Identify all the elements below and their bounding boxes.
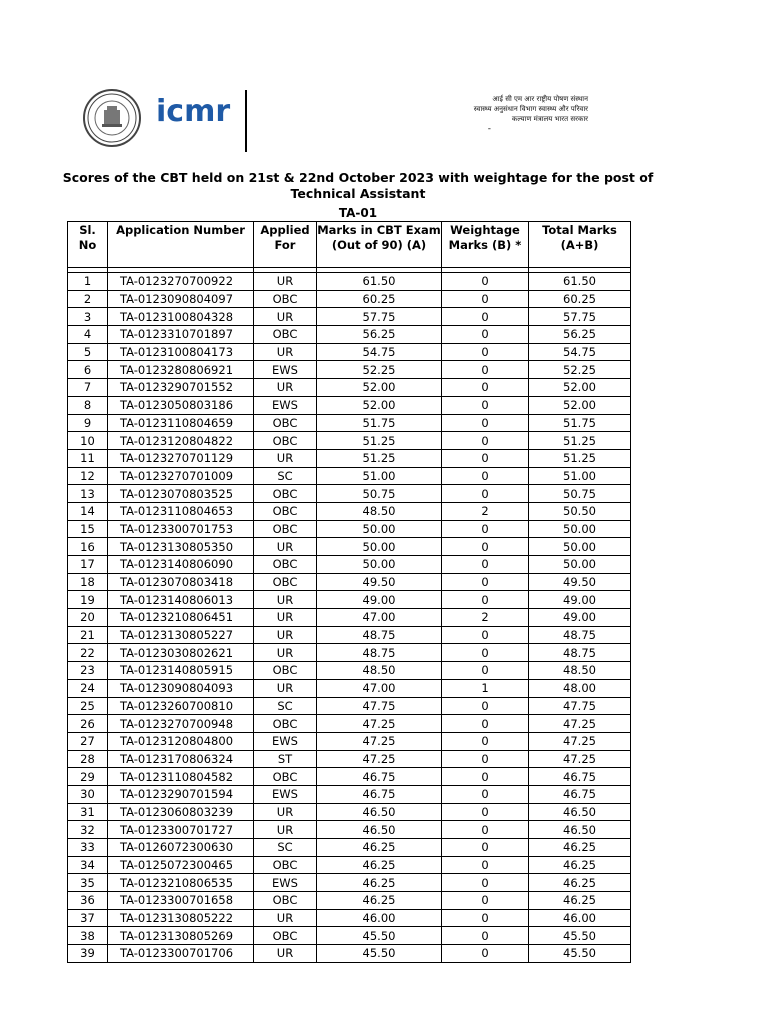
cell-applied-for: OBC: [254, 856, 317, 874]
cell-cbt-marks: 47.00: [317, 679, 442, 697]
cell-applied-for: UR: [254, 449, 317, 467]
cell-weightage: 0: [442, 874, 529, 892]
cell-sl-no: 28: [68, 750, 108, 768]
cell-weightage: 0: [442, 379, 529, 397]
cell-total-marks: 48.00: [529, 679, 631, 697]
cell-application-number: TA-0123210806535: [108, 874, 254, 892]
cell-sl-no: 39: [68, 945, 108, 963]
cell-sl-no: 17: [68, 556, 108, 574]
cell-weightage: 0: [442, 697, 529, 715]
cell-sl-no: 3: [68, 308, 108, 326]
cell-application-number: TA-0123070803418: [108, 573, 254, 591]
table-row: [68, 485, 631, 503]
cell-weightage: 0: [442, 909, 529, 927]
cell-sl-no: 6: [68, 361, 108, 379]
cell-cbt-marks: 50.75: [317, 485, 442, 503]
table-row: [68, 626, 631, 644]
table-row: [68, 768, 631, 786]
cell-applied-for: OBC: [254, 290, 317, 308]
cell-total-marks: 56.25: [529, 326, 631, 344]
cell-weightage: 1: [442, 679, 529, 697]
table-row: [68, 520, 631, 538]
table-row: [68, 697, 631, 715]
table-row: [68, 449, 631, 467]
cell-application-number: TA-0123130805269: [108, 927, 254, 945]
cell-application-number: TA-0123270700948: [108, 715, 254, 733]
cell-total-marks: 50.75: [529, 485, 631, 503]
cell-applied-for: OBC: [254, 414, 317, 432]
cell-applied-for: UR: [254, 945, 317, 963]
cell-cbt-marks: 54.75: [317, 343, 442, 361]
table-row: [68, 308, 631, 326]
cell-application-number: TA-0123300701727: [108, 821, 254, 839]
table-row: [68, 591, 631, 609]
cell-weightage: 0: [442, 556, 529, 574]
cell-applied-for: EWS: [254, 732, 317, 750]
header-application-number: Application Number: [108, 222, 254, 268]
cell-application-number: TA-0123290701552: [108, 379, 254, 397]
cell-applied-for: UR: [254, 909, 317, 927]
cell-cbt-marks: 45.50: [317, 927, 442, 945]
cell-cbt-marks: 46.75: [317, 785, 442, 803]
table-row: [68, 785, 631, 803]
cell-cbt-marks: 48.75: [317, 626, 442, 644]
header-dash: -: [487, 124, 491, 134]
cell-weightage: 0: [442, 573, 529, 591]
table-row: [68, 502, 631, 520]
cell-application-number: TA-0123270700922: [108, 273, 254, 291]
cell-application-number: TA-0123090804093: [108, 679, 254, 697]
cell-application-number: TA-0123270701129: [108, 449, 254, 467]
table-row: [68, 273, 631, 291]
cell-application-number: TA-0123100804328: [108, 308, 254, 326]
cell-sl-no: 33: [68, 839, 108, 857]
table-row: [68, 750, 631, 768]
cell-applied-for: OBC: [254, 927, 317, 945]
cell-applied-for: UR: [254, 308, 317, 326]
cell-applied-for: EWS: [254, 785, 317, 803]
cell-weightage: 0: [442, 803, 529, 821]
header-cbt-marks: Marks in CBT Exam (Out of 90) (A): [317, 222, 442, 268]
table-row: [68, 343, 631, 361]
cell-sl-no: 10: [68, 432, 108, 450]
cell-weightage: 0: [442, 927, 529, 945]
cell-cbt-marks: 46.25: [317, 856, 442, 874]
cell-application-number: TA-0123050803186: [108, 396, 254, 414]
header-total-marks: Total Marks (A+B): [529, 222, 631, 268]
cell-sl-no: 13: [68, 485, 108, 503]
cell-applied-for: UR: [254, 803, 317, 821]
table-row: [68, 396, 631, 414]
cell-weightage: 0: [442, 485, 529, 503]
cell-sl-no: 11: [68, 449, 108, 467]
cell-sl-no: 22: [68, 644, 108, 662]
cell-sl-no: 38: [68, 927, 108, 945]
cell-total-marks: 49.00: [529, 591, 631, 609]
table-body: [68, 273, 631, 963]
cell-applied-for: SC: [254, 697, 317, 715]
cell-cbt-marks: 46.75: [317, 768, 442, 786]
cell-total-marks: 51.00: [529, 467, 631, 485]
cell-application-number: TA-0123300701753: [108, 520, 254, 538]
cell-cbt-marks: 46.25: [317, 874, 442, 892]
cell-sl-no: 23: [68, 662, 108, 680]
cell-cbt-marks: 51.75: [317, 414, 442, 432]
cell-applied-for: UR: [254, 379, 317, 397]
cell-cbt-marks: 47.00: [317, 609, 442, 627]
cell-applied-for: UR: [254, 626, 317, 644]
cell-applied-for: OBC: [254, 520, 317, 538]
cell-weightage: 2: [442, 502, 529, 520]
cell-cbt-marks: 47.75: [317, 697, 442, 715]
cell-weightage: 0: [442, 821, 529, 839]
cell-cbt-marks: 52.00: [317, 396, 442, 414]
table-row: [68, 538, 631, 556]
cell-total-marks: 60.25: [529, 290, 631, 308]
cell-application-number: TA-0123070803525: [108, 485, 254, 503]
cell-total-marks: 49.50: [529, 573, 631, 591]
table-row: [68, 732, 631, 750]
cell-cbt-marks: 49.00: [317, 591, 442, 609]
table-row: [68, 715, 631, 733]
cell-weightage: 0: [442, 414, 529, 432]
cell-sl-no: 19: [68, 591, 108, 609]
cell-weightage: 0: [442, 449, 529, 467]
cell-application-number: TA-0123140805915: [108, 662, 254, 680]
table-row: [68, 909, 631, 927]
hindi-line-1: आई सी एम आर राष्ट्रीय पोषण संस्थान: [492, 95, 588, 103]
cell-total-marks: 50.00: [529, 520, 631, 538]
cell-applied-for: OBC: [254, 556, 317, 574]
page-title: Scores of the CBT held on 21st & 22nd October 2023 with weightage for the post of Technical Assistant: [62, 170, 654, 201]
cell-cbt-marks: 51.25: [317, 449, 442, 467]
cell-total-marks: 46.50: [529, 803, 631, 821]
cell-sl-no: 25: [68, 697, 108, 715]
table-row: [68, 414, 631, 432]
cell-cbt-marks: 49.50: [317, 573, 442, 591]
cell-sl-no: 2: [68, 290, 108, 308]
cell-weightage: 0: [442, 467, 529, 485]
cell-total-marks: 54.75: [529, 343, 631, 361]
cell-cbt-marks: 51.25: [317, 432, 442, 450]
cell-sl-no: 29: [68, 768, 108, 786]
government-seal-icon: [82, 88, 142, 148]
cell-total-marks: 48.75: [529, 644, 631, 662]
cell-sl-no: 5: [68, 343, 108, 361]
cell-cbt-marks: 57.75: [317, 308, 442, 326]
cell-weightage: 0: [442, 538, 529, 556]
cell-weightage: 0: [442, 343, 529, 361]
cell-applied-for: OBC: [254, 432, 317, 450]
cell-applied-for: EWS: [254, 361, 317, 379]
cell-cbt-marks: 60.25: [317, 290, 442, 308]
table-row: [68, 679, 631, 697]
cell-weightage: 0: [442, 945, 529, 963]
cell-sl-no: 21: [68, 626, 108, 644]
cell-weightage: 0: [442, 396, 529, 414]
cell-application-number: TA-0123130805222: [108, 909, 254, 927]
cell-total-marks: 48.50: [529, 662, 631, 680]
cell-sl-no: 8: [68, 396, 108, 414]
cell-applied-for: SC: [254, 467, 317, 485]
cell-applied-for: OBC: [254, 502, 317, 520]
cell-applied-for: UR: [254, 343, 317, 361]
table-header-row: [68, 222, 631, 268]
cell-applied-for: OBC: [254, 768, 317, 786]
header-applied-for: Applied For: [254, 222, 317, 268]
cell-weightage: 0: [442, 591, 529, 609]
cell-applied-for: EWS: [254, 874, 317, 892]
cell-application-number: TA-0123060803239: [108, 803, 254, 821]
cell-cbt-marks: 47.25: [317, 732, 442, 750]
cell-sl-no: 16: [68, 538, 108, 556]
cell-weightage: 0: [442, 520, 529, 538]
table-row: [68, 432, 631, 450]
cell-application-number: TA-0123290701594: [108, 785, 254, 803]
cell-application-number: TA-0123260700810: [108, 697, 254, 715]
cell-weightage: 0: [442, 715, 529, 733]
table-row: [68, 945, 631, 963]
table-row: [68, 467, 631, 485]
cell-applied-for: OBC: [254, 892, 317, 910]
cell-applied-for: UR: [254, 538, 317, 556]
cell-applied-for: UR: [254, 273, 317, 291]
cell-sl-no: 34: [68, 856, 108, 874]
cell-weightage: 0: [442, 326, 529, 344]
cell-weightage: 0: [442, 626, 529, 644]
cell-total-marks: 51.25: [529, 449, 631, 467]
icmr-logo: icmr: [156, 94, 231, 129]
cell-application-number: TA-0123140806013: [108, 591, 254, 609]
table-row: [68, 662, 631, 680]
cell-application-number: TA-0123100804173: [108, 343, 254, 361]
header-sl-no: Sl. No: [68, 222, 108, 268]
cell-application-number: TA-0123140806090: [108, 556, 254, 574]
cell-sl-no: 37: [68, 909, 108, 927]
cell-weightage: 0: [442, 432, 529, 450]
cell-total-marks: 50.00: [529, 538, 631, 556]
cell-cbt-marks: 50.00: [317, 520, 442, 538]
cell-total-marks: 51.75: [529, 414, 631, 432]
cell-application-number: TA-0123300701658: [108, 892, 254, 910]
cell-total-marks: 47.75: [529, 697, 631, 715]
cell-applied-for: EWS: [254, 396, 317, 414]
document-header: [0, 0, 768, 160]
cell-weightage: 0: [442, 662, 529, 680]
cell-applied-for: OBC: [254, 715, 317, 733]
cell-applied-for: OBC: [254, 485, 317, 503]
cell-weightage: 0: [442, 839, 529, 857]
table-row: [68, 361, 631, 379]
cell-cbt-marks: 46.50: [317, 821, 442, 839]
cell-application-number: TA-0123130805227: [108, 626, 254, 644]
cell-cbt-marks: 45.50: [317, 945, 442, 963]
cell-total-marks: 57.75: [529, 308, 631, 326]
cell-applied-for: SC: [254, 839, 317, 857]
cell-weightage: 0: [442, 856, 529, 874]
cell-total-marks: 51.25: [529, 432, 631, 450]
cell-total-marks: 61.50: [529, 273, 631, 291]
cell-sl-no: 36: [68, 892, 108, 910]
cell-applied-for: UR: [254, 821, 317, 839]
cell-sl-no: 30: [68, 785, 108, 803]
cell-application-number: TA-0123120804800: [108, 732, 254, 750]
cell-cbt-marks: 51.00: [317, 467, 442, 485]
cell-cbt-marks: 50.00: [317, 538, 442, 556]
cell-application-number: TA-0123210806451: [108, 609, 254, 627]
table-row: [68, 856, 631, 874]
cell-total-marks: 52.00: [529, 379, 631, 397]
cell-application-number: TA-0123270701009: [108, 467, 254, 485]
cell-sl-no: 20: [68, 609, 108, 627]
cell-cbt-marks: 52.00: [317, 379, 442, 397]
cell-application-number: TA-0123110804653: [108, 502, 254, 520]
cell-total-marks: 46.25: [529, 856, 631, 874]
cell-applied-for: OBC: [254, 326, 317, 344]
cell-sl-no: 32: [68, 821, 108, 839]
cell-total-marks: 46.75: [529, 785, 631, 803]
cell-sl-no: 9: [68, 414, 108, 432]
cell-cbt-marks: 48.75: [317, 644, 442, 662]
cell-sl-no: 1: [68, 273, 108, 291]
cell-application-number: TA-0123090804097: [108, 290, 254, 308]
cell-cbt-marks: 50.00: [317, 556, 442, 574]
header-weightage: Weightage Marks (B) *: [442, 222, 529, 268]
hindi-line-2: स्वास्थ्य अनुसंधान विभाग स्वास्थ्य और परिवार: [473, 105, 588, 113]
cell-weightage: 0: [442, 785, 529, 803]
cell-total-marks: 46.50: [529, 821, 631, 839]
cell-weightage: 0: [442, 732, 529, 750]
cell-total-marks: 46.25: [529, 874, 631, 892]
cell-sl-no: 18: [68, 573, 108, 591]
table-row: [68, 927, 631, 945]
cell-cbt-marks: 46.25: [317, 892, 442, 910]
cell-applied-for: UR: [254, 644, 317, 662]
cell-application-number: TA-0123310701897: [108, 326, 254, 344]
cell-application-number: TA-0123280806921: [108, 361, 254, 379]
cell-sl-no: 4: [68, 326, 108, 344]
cell-cbt-marks: 47.25: [317, 750, 442, 768]
cell-weightage: 0: [442, 892, 529, 910]
cell-total-marks: 46.25: [529, 839, 631, 857]
cell-application-number: TA-0123170806324: [108, 750, 254, 768]
cell-cbt-marks: 56.25: [317, 326, 442, 344]
cell-application-number: TA-0123030802621: [108, 644, 254, 662]
cell-total-marks: 46.25: [529, 892, 631, 910]
cell-total-marks: 45.50: [529, 927, 631, 945]
table-row: [68, 379, 631, 397]
cell-sl-no: 12: [68, 467, 108, 485]
cell-weightage: 0: [442, 768, 529, 786]
cell-sl-no: 24: [68, 679, 108, 697]
cell-total-marks: 52.25: [529, 361, 631, 379]
cell-applied-for: ST: [254, 750, 317, 768]
cell-total-marks: 52.00: [529, 396, 631, 414]
cell-sl-no: 35: [68, 874, 108, 892]
cell-total-marks: 49.00: [529, 609, 631, 627]
cell-application-number: TA-0123110804659: [108, 414, 254, 432]
cell-total-marks: 47.25: [529, 750, 631, 768]
hindi-line-3: कल्याण मंत्रालय भारत सरकार: [511, 115, 588, 123]
cell-applied-for: UR: [254, 679, 317, 697]
cell-applied-for: OBC: [254, 573, 317, 591]
table-row: [68, 839, 631, 857]
cell-application-number: TA-0126072300630: [108, 839, 254, 857]
table-row: [68, 573, 631, 591]
cell-total-marks: 50.00: [529, 556, 631, 574]
cell-total-marks: 48.75: [529, 626, 631, 644]
table-row: [68, 290, 631, 308]
table-row: [68, 892, 631, 910]
header-divider: [245, 90, 247, 152]
cell-sl-no: 14: [68, 502, 108, 520]
cell-weightage: 0: [442, 361, 529, 379]
cell-total-marks: 47.25: [529, 732, 631, 750]
cell-cbt-marks: 46.25: [317, 839, 442, 857]
cell-application-number: TA-0123120804822: [108, 432, 254, 450]
cell-cbt-marks: 61.50: [317, 273, 442, 291]
cell-application-number: TA-0123300701706: [108, 945, 254, 963]
cell-application-number: TA-0123130805350: [108, 538, 254, 556]
cell-applied-for: UR: [254, 591, 317, 609]
cell-sl-no: 7: [68, 379, 108, 397]
cell-weightage: 0: [442, 644, 529, 662]
cell-sl-no: 31: [68, 803, 108, 821]
cell-weightage: 0: [442, 750, 529, 768]
cell-total-marks: 50.50: [529, 502, 631, 520]
cell-weightage: 0: [442, 273, 529, 291]
cell-sl-no: 26: [68, 715, 108, 733]
cell-cbt-marks: 48.50: [317, 502, 442, 520]
cell-cbt-marks: 48.50: [317, 662, 442, 680]
cell-weightage: 0: [442, 290, 529, 308]
page-subtitle: TA-01: [338, 206, 378, 220]
cell-sl-no: 27: [68, 732, 108, 750]
cell-total-marks: 45.50: [529, 945, 631, 963]
table-row: [68, 609, 631, 627]
cell-cbt-marks: 46.50: [317, 803, 442, 821]
cell-application-number: TA-0125072300465: [108, 856, 254, 874]
table-row: [68, 556, 631, 574]
cell-cbt-marks: 46.00: [317, 909, 442, 927]
cell-cbt-marks: 47.25: [317, 715, 442, 733]
cell-weightage: 0: [442, 308, 529, 326]
cell-applied-for: UR: [254, 609, 317, 627]
cell-weightage: 2: [442, 609, 529, 627]
hindi-address-block: [474, 94, 588, 134]
table-row: [68, 644, 631, 662]
table-row: [68, 803, 631, 821]
cell-sl-no: 15: [68, 520, 108, 538]
cell-total-marks: 47.25: [529, 715, 631, 733]
table-row: [68, 326, 631, 344]
cell-application-number: TA-0123110804582: [108, 768, 254, 786]
scores-table: [67, 221, 631, 963]
cell-applied-for: OBC: [254, 662, 317, 680]
cell-total-marks: 46.00: [529, 909, 631, 927]
table-row: [68, 874, 631, 892]
cell-total-marks: 46.75: [529, 768, 631, 786]
table-row: [68, 821, 631, 839]
cell-cbt-marks: 52.25: [317, 361, 442, 379]
